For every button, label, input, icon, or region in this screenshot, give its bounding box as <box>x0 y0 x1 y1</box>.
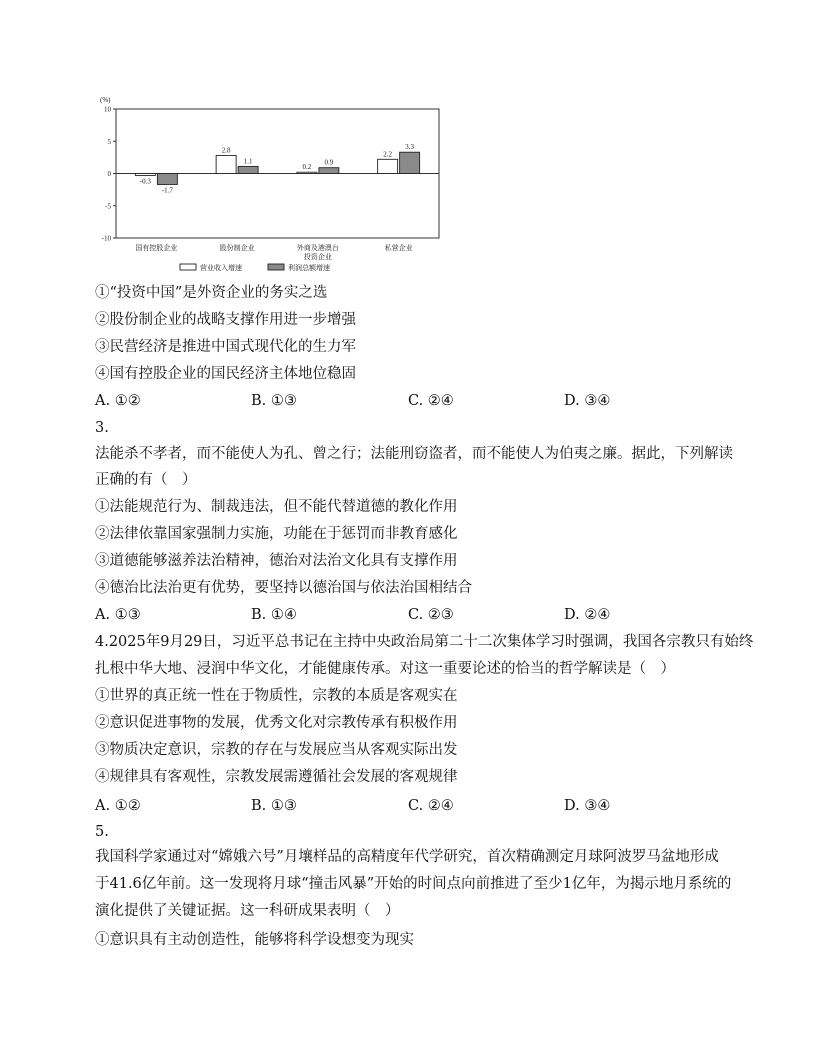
y-tick-label: 10 <box>104 105 111 114</box>
q4-item-2: ②意识促进事物的发展，优秀文化对宗教传承有积极作用 <box>95 715 458 731</box>
q5-number: 5. <box>95 824 109 840</box>
x-tick-label: 外商及港澳台 <box>296 244 339 252</box>
y-tick-label: -10 <box>101 234 111 243</box>
x-tick-label: 私营企业 <box>384 244 413 252</box>
legend-swatch <box>180 264 196 270</box>
legend-label: 营业收入增速 <box>200 264 242 272</box>
bar-profit <box>157 174 177 185</box>
q4-option-b[interactable]: B. ①③ <box>251 798 297 814</box>
q4-option-a[interactable]: A. ①② <box>95 798 141 814</box>
q3-option-c[interactable]: C. ②③ <box>408 607 454 623</box>
x-tick-label: 投资企业 <box>303 253 332 261</box>
bar-profit <box>319 168 339 174</box>
data-label: 1.1 <box>243 157 253 166</box>
q3-item-4: ④德治比法治更有优势，要坚持以德治国与依法治国相结合 <box>95 580 472 596</box>
chart-svg <box>92 92 452 282</box>
q4-stem-line-1: 4.2025年9月29日，习近平总书记在主持中央政治局第二十二次集体学习时强调，我国各宗教只有始终 <box>95 634 754 650</box>
q2-item-4: ④国有控股企业的国民经济主体地位稳固 <box>95 366 356 382</box>
q3-option-a[interactable]: A. ①③ <box>95 607 141 623</box>
y-tick-label: -5 <box>105 202 111 211</box>
q2-item-2: ②股份制企业的战略支撑作用进一步增强 <box>95 312 356 328</box>
q4-item-3: ③物质决定意识，宗教的存在与发展应当从客观实际出发 <box>95 742 458 758</box>
q3-option-d[interactable]: D. ②④ <box>564 607 611 623</box>
data-label: -0.3 <box>139 177 151 186</box>
q5-stem-line-2: 于41.6亿年前。这一发现将月球“撞击风暴”开始的时间点向前推进了至少1亿年，为揭示地月系统的 <box>95 876 732 892</box>
x-tick-label: 股份制企业 <box>219 244 255 252</box>
bar-revenue <box>216 155 236 173</box>
q3-stem-line-1: 法能杀不孝者，而不能使人为孔、曾之行；法能刑窃盗者，而不能使人为伯夷之廉。据此，下列解读 <box>95 446 733 462</box>
q3-stem-line-2: 正确的有（ ） <box>95 472 197 488</box>
y-tick-label: 0 <box>107 170 111 178</box>
bar-chart <box>92 92 452 282</box>
q2-item-1: ①“投资中国”是外资企业的务实之选 <box>95 285 328 301</box>
q4-stem-line-2: 扎根中华大地、浸润中华文化，才能健康传承。对这一重要论述的恰当的哲学解读是（ ） <box>95 661 675 677</box>
bar-revenue <box>297 172 317 173</box>
q2-item-3: ③民营经济是推进中国式现代化的生力军 <box>95 339 356 355</box>
y-tick-label: 5 <box>107 137 111 146</box>
y-unit-label: (%) <box>100 96 111 104</box>
q3-option-b[interactable]: B. ①④ <box>251 607 297 623</box>
q3-number: 3. <box>95 420 109 436</box>
bar-profit <box>238 166 258 173</box>
data-label: 2.8 <box>221 146 231 155</box>
bar-revenue <box>378 159 398 173</box>
q5-item-1: ①意识具有主动创造性，能够将科学设想变为现实 <box>95 932 414 948</box>
q4-option-d[interactable]: D. ③④ <box>564 798 611 814</box>
data-label: 3.3 <box>405 143 414 152</box>
bar-profit <box>400 152 420 173</box>
q2-option-b[interactable]: B. ①③ <box>251 393 297 409</box>
q4-item-1: ①世界的真正统一性在于物质性，宗教的本质是客观实在 <box>95 688 458 704</box>
bar-revenue <box>135 174 155 176</box>
q3-item-1: ①法能规范行为、制裁违法，但不能代替道德的教化作用 <box>95 499 458 515</box>
q5-stem-line-3: 演化提供了关键证据。这一科研成果表明（ ） <box>95 903 400 919</box>
q4-item-4: ④规律具有客观性，宗教发展需遵循社会发展的客观规律 <box>95 769 458 785</box>
q5-stem-line-1: 我国科学家通过对“嫦娥六号”月壤样品的高精度年代学研究，首次精确测定月球阿波罗马盆地形成 <box>95 849 719 865</box>
legend-label: 利润总额增速 <box>288 264 330 272</box>
q4-option-c[interactable]: C. ②④ <box>408 798 454 814</box>
legend-swatch <box>268 264 284 270</box>
q2-option-d[interactable]: D. ③④ <box>564 393 611 409</box>
q3-item-2: ②法律依靠国家强制力实施，功能在于惩罚而非教育感化 <box>95 526 458 542</box>
data-label: 2.2 <box>383 150 392 159</box>
q3-item-3: ③道德能够滋养法治精神，德治对法治文化具有支撑作用 <box>95 553 458 569</box>
x-tick-label: 国有控股企业 <box>135 244 178 252</box>
data-label: 0.9 <box>324 158 334 167</box>
q2-option-c[interactable]: C. ②④ <box>408 393 454 409</box>
data-label: -1.7 <box>161 186 173 195</box>
q2-option-a[interactable]: A. ①② <box>95 393 141 409</box>
data-label: 0.2 <box>302 163 312 172</box>
